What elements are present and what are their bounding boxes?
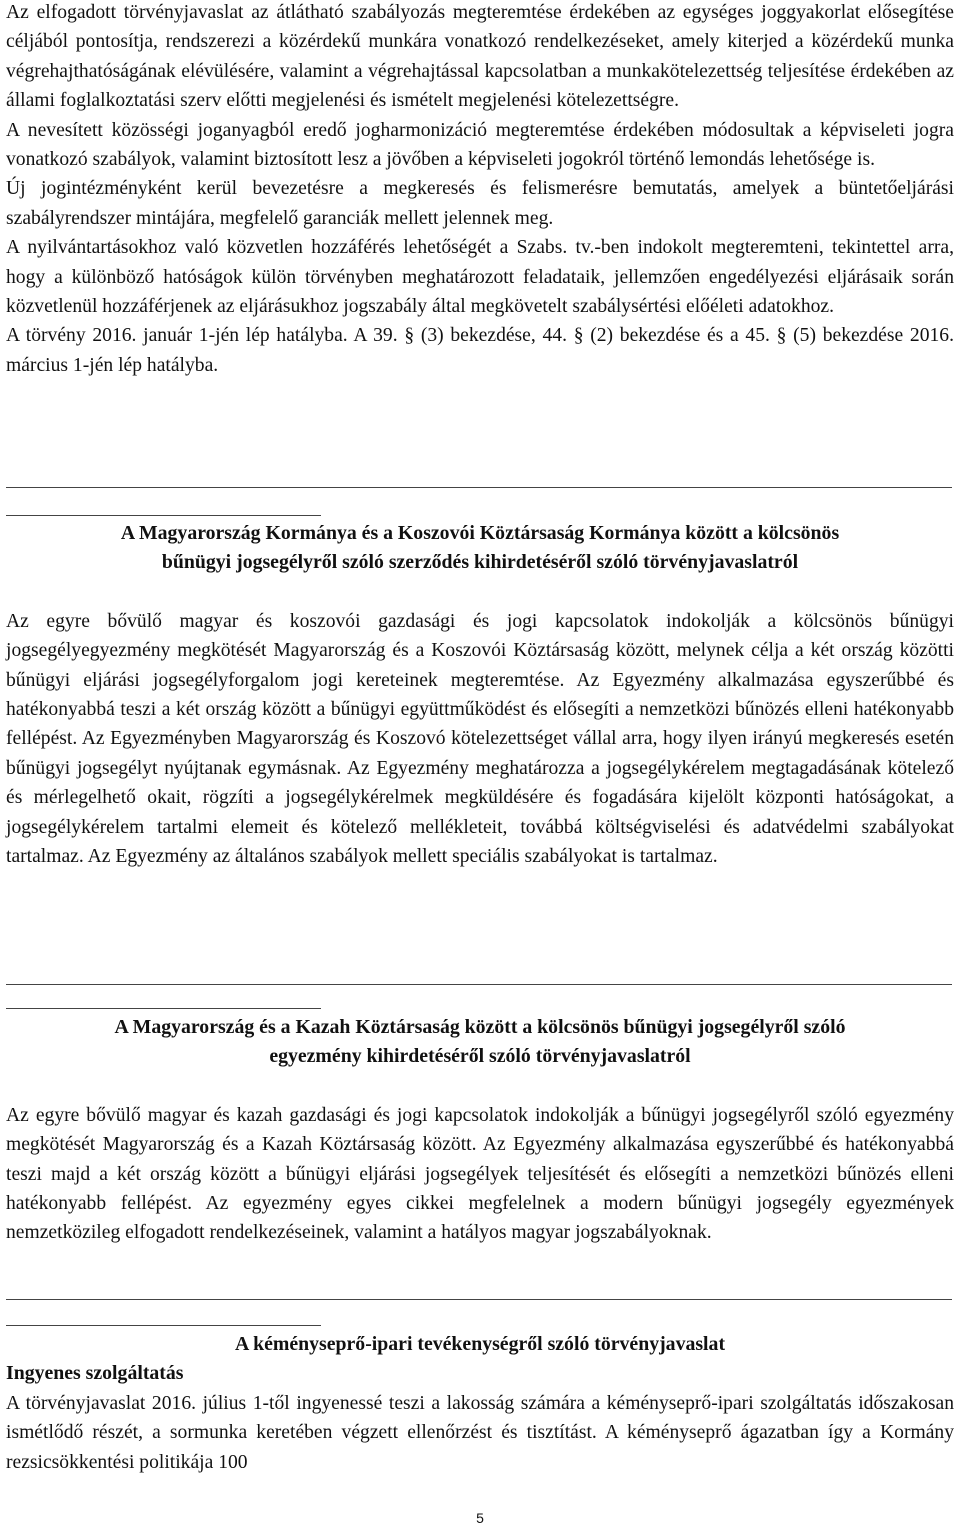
section-divider-short (6, 1008, 321, 1009)
chimney-section (6, 1330, 954, 1477)
intro-paragraph-5: A törvény 2016. január 1-jén lép hatályba. A 39. § (3) bekezdése, 44. § (2) bekezdése és a 45. § (5) bekezdése 2016. március 1-jén lép hatályba. (6, 325, 954, 376)
section-divider-short (6, 1325, 321, 1326)
intro-paragraph-2: A nevesített közösségi joganyagból eredő jogharmonizáció megteremtése érdekében módosultak a képviseleti jogra vonatkozó szabályok, valamint biztosított lesz a jövőben a képviseleti jogokról történő lemondás lehetősége is. (6, 119, 954, 171)
section-divider-short (6, 515, 321, 516)
kazakh-body: Az egyre bővülő magyar és kazah gazdasági és jogi kapcsolatok indokolják a bűnügyi jogsegélyről szóló egyezmény megkötését Magyarország és a Kazah Köztársaság között. Az Egyezmény alkalmazása egyszerűbbé és hatékonyabbá teszi majd a két ország között a bűnügyi eljárási jogsegélyek teljesítését és elősegíti a nemzetközi bűnözés elleni hatékonyabb fellépést. Az egyezmény egyes cikkei megfelelnek a modern bűnügyi jogsegély egyezmények nemzetközileg elfogadott rendelkezéseinek, valamint a hatályos magyar jogszabályoknak. (6, 1104, 954, 1244)
section-divider-full (6, 1299, 952, 1300)
chimney-body: A törvényjavaslat 2016. július 1-től ingyenessé teszi a lakosság számára a kéményseprő-ipari szolgáltatás időszakosan ismétlődő részét, a sormunka keretében végzett ellenőrzést és tisztítást. A kéményseprő ágazatban így a Kormány rezsicsökkentési politikája 100 (6, 1392, 954, 1473)
kosovo-title-line-1: A Magyarország Kormánya és a Koszovói Köztársaság Kormánya között a kölcsönös (120, 522, 840, 544)
kazakh-title-line-1: A Magyarország és a Kazah Köztársaság között a kölcsönös bűnügyi jogsegélyről szóló (114, 1016, 846, 1038)
chimney-subheading: Ingyenes szolgáltatás (6, 1362, 184, 1385)
kosovo-body: Az egyre bővülő magyar és koszovói gazdasági és jogi kapcsolatok indokolják a kölcsönös bűnügyi jogsegélyegyezmény megkötését Magyarország és a Koszovói Köztársaság között, melynek célja a két ország közötti bűnügyi eljárási jogsegélyforgalom jogi kereteinek megteremtése. Az Egyezmény alkalmazása egyszerűbbé és hatékonyabbá teszi a két ország között a bűnügyi együttműködést és elősegíti a nemzetközi bűnözés elleni hatékonyabb fellépést. Az Egyezményben Magyarország és Koszovó kötelezettséget vállal arra, hogy ilyen irányú megkeresés esetén bűnügyi jogsegélyt nyújtanak egymásnak. Az Egyezmény meghatározza a jogsegélykérelem megtagadásának kötelező és mérlegelhető okait, rögzíti a jogsegélykérelmek megküldésére és fogadására kijelölt központi hatóságokat, a jogsegélykérelem tartalmi elemeit és kötelező mellékleteit, továbbá költségviselési és adatvédelmi szabályokat tartalmaz. Az Egyezmény az általános szabályok mellett speciális szabályokat is tartalmaz. (6, 610, 954, 868)
page-number: 5 (476, 1510, 484, 1526)
section-divider-full (6, 984, 952, 985)
section-divider-full (6, 487, 952, 488)
kazakh-title-line-2: egyezmény kihirdetéséről szóló törvényjavaslatról (269, 1045, 691, 1068)
kosovo-title-line-2: bűnügyi jogsegélyről szóló szerződés kihirdetéséről szóló törvényjavaslatról (161, 551, 799, 574)
intro-paragraph-4: A nyilvántartásokhoz való közvetlen hozzáférés lehetőségét a Szabs. tv.-ben indokolt megteremteni, tekintettel arra, hogy a különböző hatóságok külön törvényben meghatározott feladataik, jellemzően engedélyezési eljárásaik során közvetlenül hozzáférjenek az eljárásukhoz jogszabály által megkövetelt szabálysértési előéleti adatokhoz. (6, 237, 954, 318)
intro-paragraph-1: Az elfogadott törvényjavaslat az átlátható szabályozás megteremtése érdekében az egységes joggyakorlat elősegítése céljából pontosítja, rendszerezi a közérdekű munkára vonatkozó rendelkezéseket, amely kiterjed a közérdekű munka végrehajthatóságának elévülésére, valamint a végrehajtással kapcsolatban a munkakötelezettség teljesítése érdekében az állami foglalkoztatási szerv előtti megjelenési és ismételt megjelenési kötelezettségre. (6, 2, 954, 112)
kosovo-section (6, 519, 954, 871)
intro-section (6, 0, 954, 380)
kazakh-section (6, 1013, 954, 1248)
intro-paragraph-3: Új jogintézményként kerül bevezetésre a megkeresés és felismerésre bemutatás, amelyek a büntetőeljárási szabályrendszer mintájára, megfelelő garanciák mellett jelennek meg. (6, 178, 954, 229)
chimney-title: A kéményseprő-ipari tevékenységről szóló törvényjavaslat (234, 1333, 726, 1355)
